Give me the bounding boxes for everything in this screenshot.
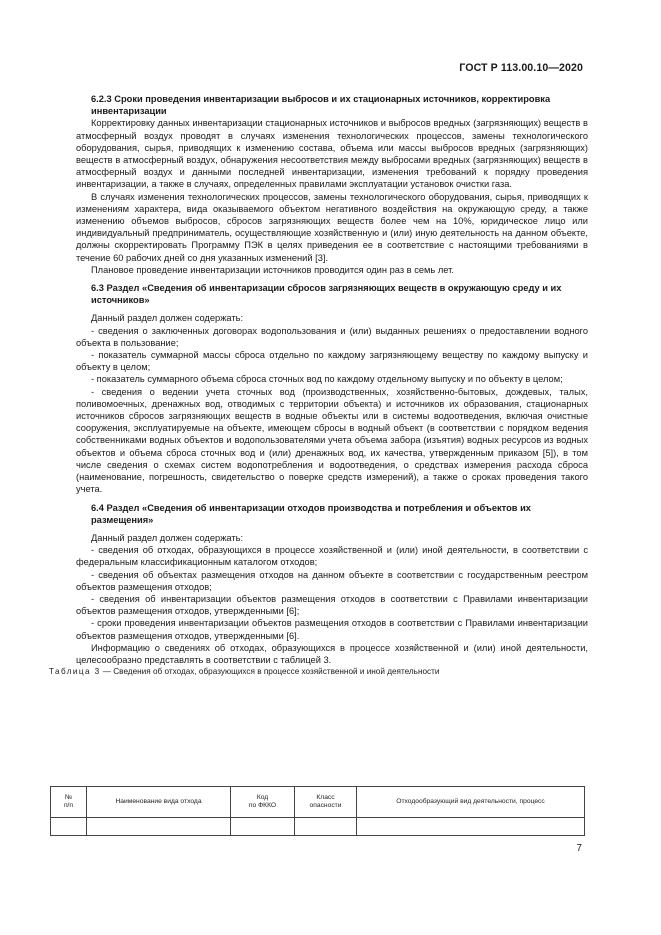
table-caption-label: Таблица 3 — [49, 667, 101, 677]
table-caption-text: — Сведения об отходах, образующихся в процессе хозяйственной и иной деятельности — [100, 667, 440, 677]
table-cell — [231, 818, 295, 836]
table-cell — [87, 818, 231, 836]
header-line: по ФККО — [248, 802, 277, 809]
section-heading-6-3: 6.3 Раздел «Сведения об инвентаризации сбросов загрязняющих веществ в окружающую среду и их источников» — [91, 283, 562, 306]
table-cell — [357, 818, 585, 836]
column-header-activity — [357, 787, 585, 818]
column-header-hazard-class — [295, 787, 357, 818]
list-item: - сведения об отходах, образующихся в процессе хозяйственной и (или) иной деятельности, в соответствии с федеральным классификационным каталогом отходов; — [76, 545, 588, 568]
table-cell — [295, 818, 357, 836]
waste-table — [50, 786, 585, 836]
paragraph: Данный раздел должен содержать: — [91, 313, 244, 324]
paragraph: Корректировку данных инвентаризации стационарных источников и выбросов вредных (загрязняющих) веществ в атмосферный воздух проводят в случаях изменения технологических процессов, замены технологического оборудования, сырья, приводящих к изменению состава, объема или массы выбросов вредных (загрязняющих) веществ в атмосферный воздух, обнаружения несоответствия между выбросами вредных (загрязняющих) веществ в атмосферный воздух и данными последней инвентаризации, изменения требований к порядку проведения инвентаризации, а также в случаях, определенных правилами эксплуатации установок очистки газа. — [76, 118, 588, 190]
paragraph: Плановое проведение инвентаризации источников проводится один раз в семь лет. — [91, 264, 454, 275]
list-item: - сведения о заключенных договорах водопользования и (или) выданных решениях о предоставлении водного объекта в пользование; — [76, 325, 588, 348]
list-item: - сроки проведения инвентаризации объектов размещения отходов в соответствии с Правилами инвентаризации объектов размещения отходов, утвержденными [6]. — [76, 618, 588, 641]
header-line: Отходообразующий вид деятельности, процесс — [396, 797, 545, 805]
list-item: - показатель суммарного объема сброса сточных вод по каждому отдельному выпуску и по объекту в целом; — [91, 374, 563, 385]
header-line: Класс — [316, 793, 335, 801]
paragraph: Данный раздел должен содержать: — [91, 532, 244, 543]
section-heading-6-4: 6.4 Раздел «Сведения об инвентаризации отходов производства и потребления и объектов их размещения» — [91, 502, 531, 525]
header-line: № — [64, 793, 73, 801]
list-item: - сведения об объектах размещения отходов на данном объекте в соответствии с государственным реестром объектов размещения отходов; — [76, 569, 588, 592]
page-body — [49, 93, 588, 678]
paragraph: В случаях изменения технологических процессов, замены технологического оборудования, сырья, приводящих к изменениям характера, вида оказываемого объектом негативного воздействия на окружающую среду, а также изменению объемов выбросов, сбросов загрязняющих веществ более чем на 10%, юридическое лицо или индивидуальный предприниматель, осуществляющие хозяйственную и (или) иную деятельность на данном объекте, должны скорректировать Программу ПЭК в целях приведения ее в соответствие с настоящими требованиями в течение 60 рабочих дней со дня указанных изменений [3]. — [76, 191, 588, 263]
table-caption — [49, 666, 588, 678]
list-item: - сведения о ведении учета сточных вод (производственных, хозяйственно-бытовых, дождевых, талых, поливомоечных, дренажных вод, отводимых с территории объекта) и источников их образования, стационарных источников сбросов загрязняющих веществ в водные объекты или в системы водоотведения, включая очистные сооружения, эксплуатируемые на объекте, имеющем сбросы в водный объект (в соответствии с порядком ведения собственниками водных объектов и водопользователями учета объема забора (изъятия) водных ресурсов из водных объектов и объема сброса сточных вод и (или) дренажных вод, их качества, утвержденным приказом [5]), в том числе сведения о схемах систем водопотребления и водоотведения, о средствах измерения расхода сброса (наименование, погрешность, свидетельство о поверке средств измерений), а также о сроках проведения такого учета. — [76, 386, 588, 495]
header-line: Наименование вида отхода — [115, 797, 202, 805]
document-code: ГОСТ Р 113.00.10—2020 — [459, 62, 583, 74]
table-row — [51, 818, 585, 836]
section-heading-6-2-3: 6.2.3 Сроки проведения инвентаризации выбросов и их стационарных источников, корректировка инвентаризации — [91, 94, 551, 117]
column-header-number — [51, 787, 87, 818]
table-header-row — [51, 787, 585, 818]
list-item: - сведения об инвентаризации объектов размещения отходов в соответствии с Правилами инвентаризации объектов размещения отходов, утвержденными [6]; — [76, 593, 588, 617]
list-item: - показатель суммарной массы сброса отдельно по каждому загрязняющему веществу по каждому выпуску и объекту в целом; — [76, 350, 588, 373]
column-header-waste-name — [87, 787, 231, 818]
header-line: Код — [256, 793, 269, 801]
header-line: п/п — [63, 802, 74, 809]
column-header-fkko-code — [231, 787, 295, 818]
table-cell — [51, 818, 87, 836]
paragraph: Информацию о сведениях об отходах, образующихся в процессе хозяйственной и (или) иной деятельности, целесообразно представлять в соответствии с таблицей 3. — [76, 642, 588, 665]
page-number: 7 — [576, 843, 582, 854]
header-line: опасности — [309, 802, 342, 809]
